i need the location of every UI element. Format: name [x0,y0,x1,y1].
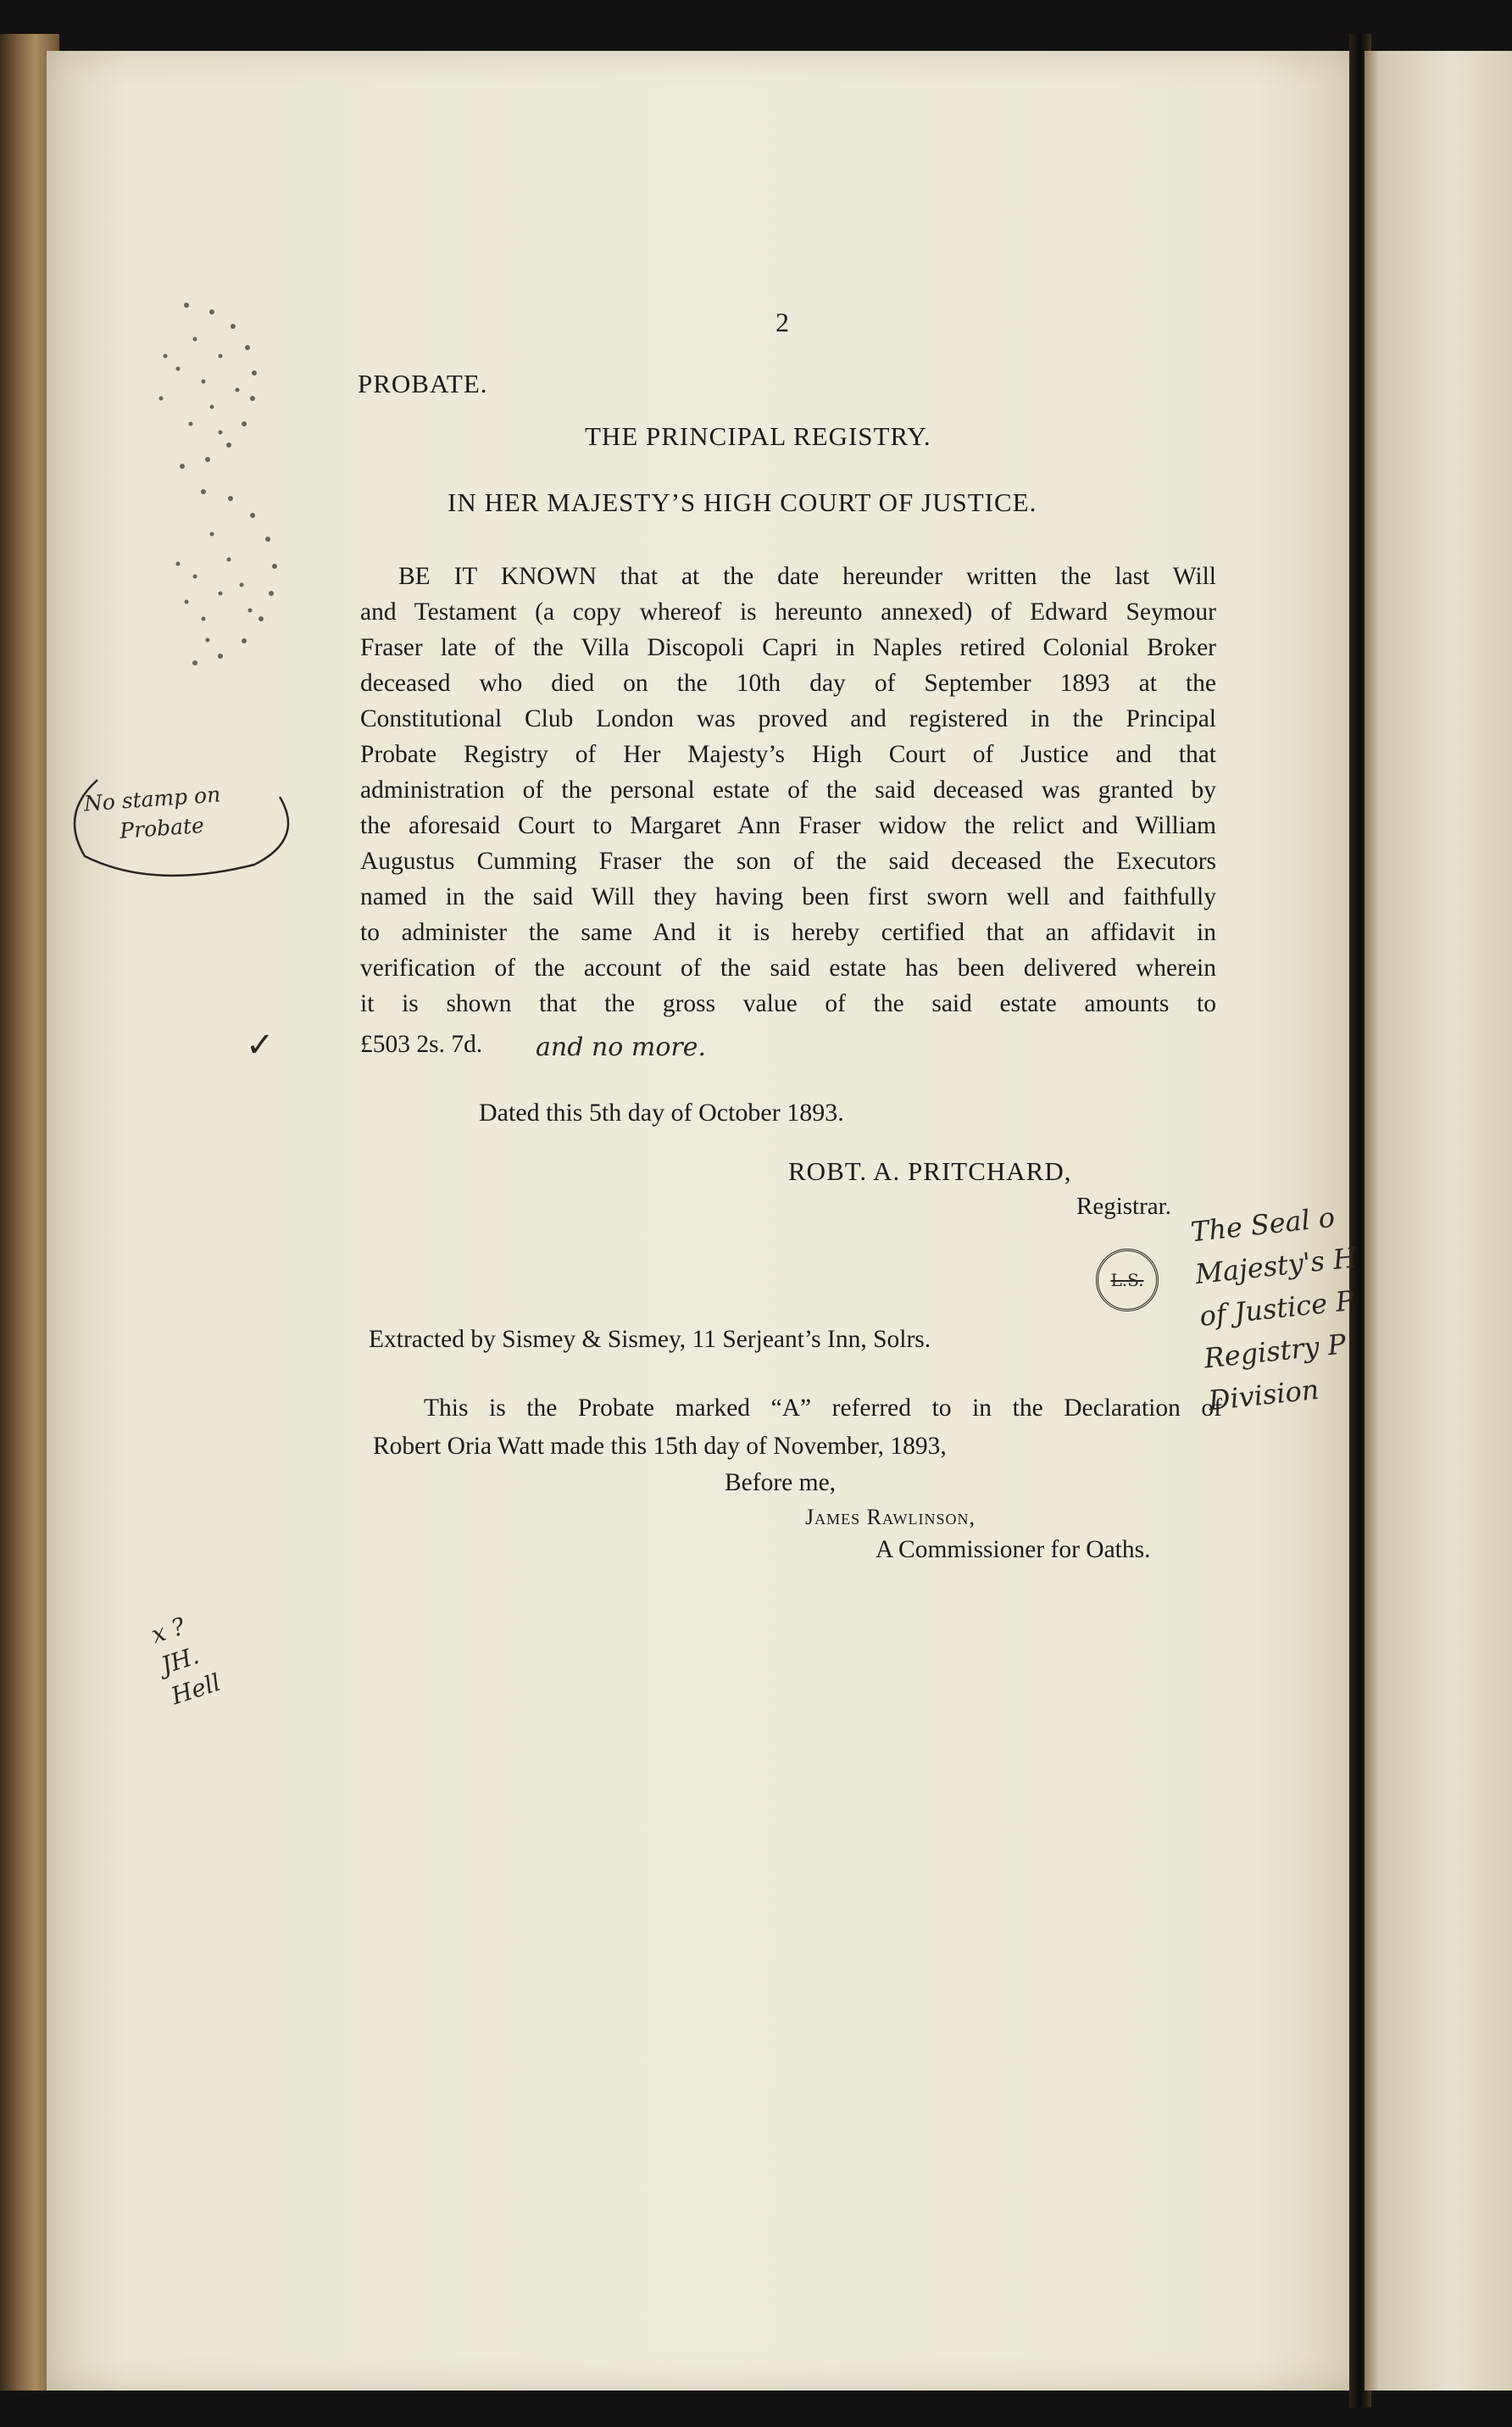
section-label: PROBATE. [358,369,488,398]
margin-note [83,779,224,848]
declaration-line: This is the Probate marked “A” referred to in the Declaration of [424,1394,1222,1422]
body-line: Fraser late of the Villa Discopoli Capri in Naples retired Colonial Broker [360,634,1216,661]
seal-note-line: of Justice P [1198,1283,1356,1333]
body-line: named in the said Will they having been first sworn well and faithfully [360,883,1216,910]
amount-annotation: and no more. [536,1033,707,1062]
body-line: BE IT KNOWN that at the date hereunder written the last Will [398,563,1216,590]
check-mark: ✓ [246,1026,275,1065]
body-line: the aforesaid Court to Margaret Ann Fraser widow the relict and William [360,812,1216,839]
ls-seal-label: L.S. [1110,1270,1144,1290]
body-line: Probate Registry of Her Majesty’s High Court of Justice and that [360,741,1216,768]
commissioner-name: James Rawlinson, [805,1505,976,1529]
body-line: administration of the personal estate of the said deceased was granted by [360,777,1216,804]
seal-note-line: Registry P [1202,1328,1348,1375]
registrar-name: ROBT. A. PRITCHARD, [788,1156,1072,1186]
commissioner-title: A Commissioner for Oaths. [876,1536,1151,1563]
body-line: verification of the account of the said estate has been delivered wherein [360,955,1216,982]
registrar-title: Registrar. [1076,1193,1171,1220]
declaration-line: Robert Oria Watt made this 15th day of November, 1893, [373,1433,947,1460]
page-number: 2 [775,307,789,337]
gross-value: £503 2s. 7d. [360,1031,483,1058]
body-line: Augustus Cumming Fraser the son of the said deceased the Executors [360,848,1216,875]
body-line: and Testament (a copy whereof is hereunto annexed) of Edward Seymour [360,598,1216,626]
facing-page [1365,51,1512,2391]
seal-note-line: The Seal o [1189,1200,1337,1249]
seal-note-line: Division [1206,1372,1320,1417]
before-me: Before me, [725,1469,837,1496]
body-line: to administer the same And it is hereby certified that an affidavit in [360,919,1216,946]
dated-line: Dated this 5th day of October 1893. [479,1099,844,1127]
seal-note-line: Majesty's H [1193,1241,1359,1291]
extracted-line: Extracted by Sismey & Sismey, 11 Serjeant’s Inn, Solrs. [369,1326,931,1353]
body-line: it is shown that the gross value of the said estate amounts to [360,990,1216,1017]
ls-seal [1096,1249,1159,1311]
court-heading: IN HER MAJESTY’S HIGH COURT OF JUSTICE. [447,487,1037,517]
margin-note-line: Probate [119,812,205,843]
perforated-stamp-bottom [102,483,305,687]
seal-note [1188,1194,1371,1422]
body-line: deceased who died on the 10th day of September 1893 at the [360,670,1216,697]
body-line: Constitutional Club London was proved and registered in the Principal [360,705,1216,732]
registry-heading: THE PRINCIPAL REGISTRY. [585,421,931,451]
initials-line: JH. [158,1641,203,1680]
initials-line: Hell [167,1667,225,1711]
margin-note-line: No stamp on [82,782,222,816]
initials-line: x ? [147,1612,189,1650]
perforated-stamp-top [85,297,288,475]
